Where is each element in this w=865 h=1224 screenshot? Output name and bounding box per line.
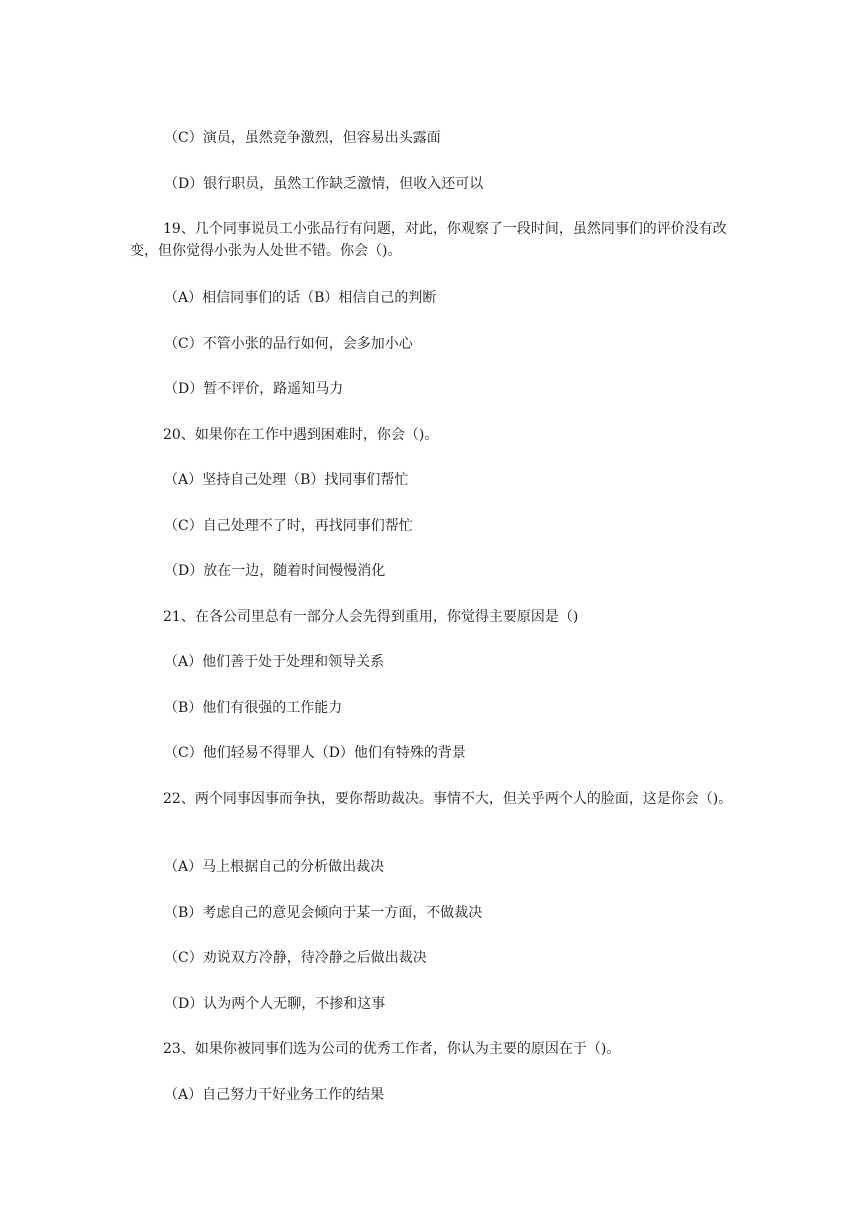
option-line: （A）相信同事们的话（B）相信自己的判断 — [164, 290, 437, 306]
option-line: （A）自己努力干好业务工作的结果 — [164, 1087, 385, 1103]
question-paragraph: 20、如果你在工作中遇到困难时，你会（)。 — [163, 427, 439, 443]
option-line: （C）他们轻易不得罪人（D）他们有特殊的背景 — [164, 745, 466, 761]
option-line: （A）马上根据自己的分析做出裁决 — [164, 859, 385, 875]
question-paragraph: 19、几个同事说员工小张品行有问题，对此，你观察了一段时间，虽然同事们的评价没有改变，但你觉得小张为人处世不错。你会（)。 — [130, 221, 727, 259]
question-paragraph: 21、在各公司里总有一部分人会先得到重用，你觉得主要原因是（) — [163, 609, 579, 625]
option-line: （D）认为两个人无聊，不掺和这事 — [164, 996, 386, 1012]
question-paragraph: 22、两个同事因事而争执，要你帮助裁决。事情不大，但关乎两个人的脸面，这是你会（)。 — [163, 791, 733, 807]
option-line: （C）自己处理不了时，再找同事们帮忙 — [164, 518, 413, 534]
option-line: （B）考虑自己的意见会倾向于某一方面，不做裁决 — [164, 905, 483, 921]
option-line: （C）不管小张的品行如何，会多加小心 — [164, 336, 413, 352]
option-line: （A）他们善于处于处理和领导关系 — [164, 654, 385, 670]
question-paragraph: 23、如果你被同事们选为公司的优秀工作者，你认为主要的原因在于（)。 — [163, 1041, 621, 1057]
option-line: （A）坚持自己处理（B）找同事们帮忙 — [164, 472, 409, 488]
option-line: （D）放在一边，随着时间慢慢消化 — [164, 563, 386, 579]
option-line: （D）银行职员，虽然工作缺乏激情，但收入还可以 — [164, 176, 484, 192]
option-line: （C）劝说双方冷静，待冷静之后做出裁决 — [164, 950, 427, 966]
option-line: （C）演员，虽然竞争激烈，但容易出头露面 — [164, 130, 441, 146]
option-line: （D）暂不评价，路遥知马力 — [164, 381, 344, 397]
option-line: （B）他们有很强的工作能力 — [164, 700, 343, 716]
